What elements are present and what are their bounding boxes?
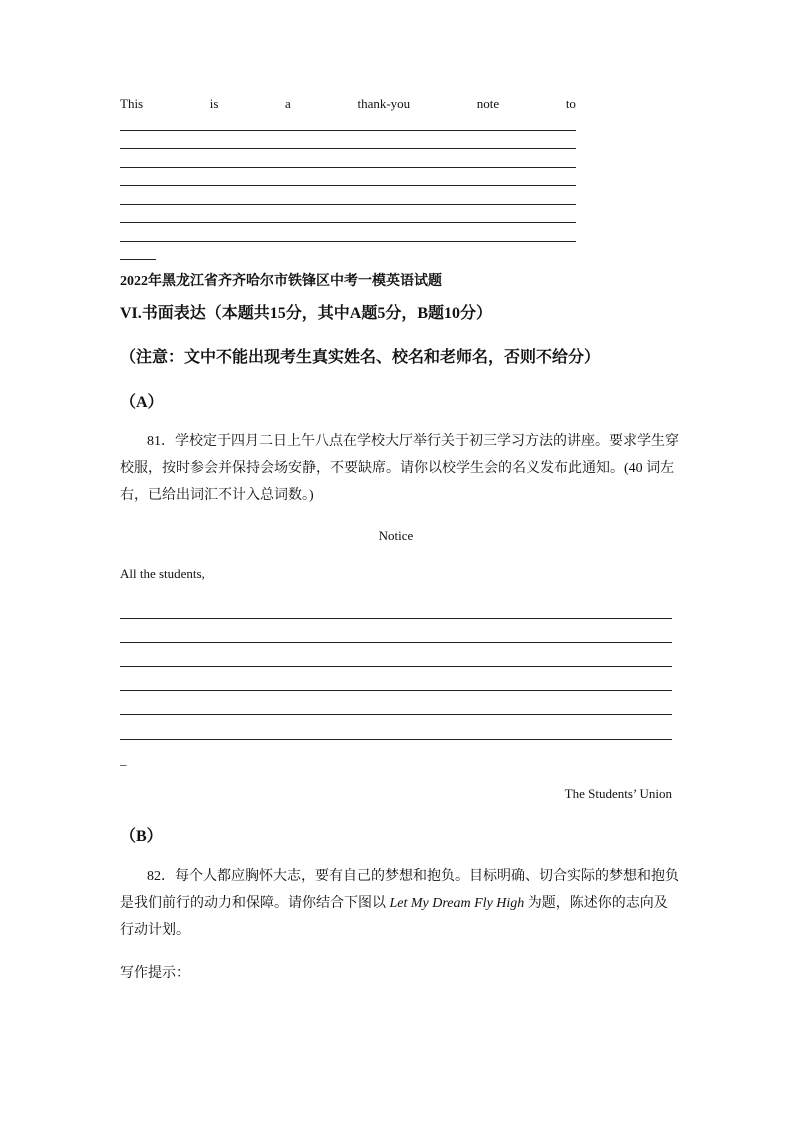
writing-line (120, 739, 672, 740)
writing-line (120, 642, 672, 643)
prompt-line: 右，已给出词汇不计入总词数。) (120, 488, 314, 503)
writing-line (120, 185, 576, 186)
writing-line (120, 241, 576, 242)
notice-warning: （注意：文中不能出现考生真实姓名、校名和老师名，否则不给分） (120, 349, 601, 366)
part-a-label: （A） (120, 394, 164, 411)
notice-title: Notice (378, 528, 414, 543)
intro-word: This (120, 96, 144, 111)
prompt-line: 行动计划。 (120, 923, 190, 938)
intro-word: to (565, 96, 576, 111)
notice-signature: The Students’ Union (564, 786, 672, 801)
writing-line (120, 618, 672, 619)
writing-line (120, 148, 576, 149)
intro-word: is (209, 96, 219, 111)
section-heading: VI.书面表达（本题共15分，其中A题5分，B题10分） (120, 305, 493, 322)
prompt-line: 82．每个人都应胸怀大志，要有自己的梦想和抱负。目标明确、切合实际的梦想和抱负 (147, 869, 679, 884)
writing-line (120, 167, 576, 168)
intro-sentence (120, 96, 576, 112)
exam-title: 2022年黑龙江省齐齐哈尔市铁锋区中考一模英语试题 (120, 274, 442, 289)
writing-line (120, 222, 576, 223)
essay-title: Let My Dream Fly High (389, 896, 525, 911)
intro-word: a (285, 96, 291, 111)
part-b-prompt (120, 863, 680, 944)
prompt-text: 为题，陈述你的志向及 (524, 896, 668, 911)
prompt-line: 校服，按时参会并保持会场安静，不要缺席。请你以校学生会的名义发布此通知。(40 词左 (120, 461, 675, 476)
notice-greeting: All the students, (120, 566, 205, 581)
part-a-prompt (120, 428, 680, 509)
intro-word: thank-you (357, 96, 411, 111)
part-b-label: （B） (120, 828, 163, 845)
writing-line (120, 130, 576, 131)
prompt-text: 是我们前行的动力和保障。请你结合下图以 (120, 896, 390, 911)
writing-line (120, 690, 672, 691)
writing-line-short (120, 259, 156, 260)
intro-word: note (476, 96, 500, 111)
prompt-line (120, 890, 680, 917)
writing-line (120, 666, 672, 667)
prompt-line: 81．学校定于四月二日上午八点在学校大厅举行关于初三学习方法的讲座。要求学生穿 (147, 434, 679, 449)
writing-line (120, 714, 672, 715)
writing-tips-label: 写作提示： (120, 966, 190, 981)
writing-line (120, 204, 576, 205)
trailing-mark: _ (120, 752, 127, 767)
